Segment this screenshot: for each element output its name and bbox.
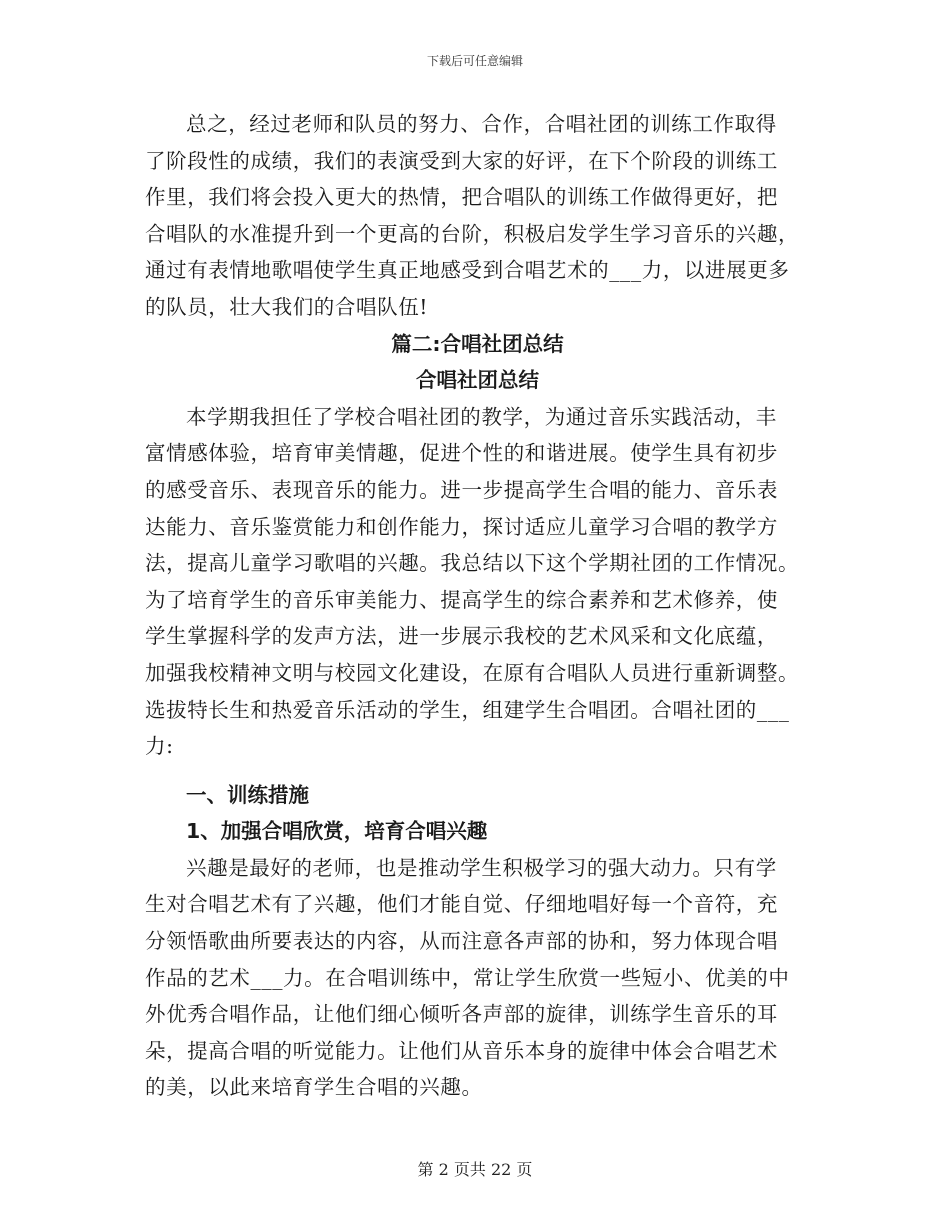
section-title: 篇二:合唱社团总结 (391, 331, 564, 356)
paragraph-summary (145, 106, 810, 326)
text-line: 的感受音乐、表现音乐的能力。进一步提高学生合唱的能力、音乐表 (145, 477, 778, 502)
text-line: 了阶段性的成绩，我们的表演受到大家的好评，在下个阶段的训练工 (145, 148, 778, 173)
text-line: 作品的艺术___力。在合唱训练中，常让学生欣赏一些短小、优美的中 (145, 965, 790, 990)
text-line: 富情感体验，培育审美情趣，促进个性的和谐进展。使学生具有初步 (145, 441, 778, 466)
text-line: 法，提高儿童学习歌唱的兴趣。我总结以下这个学期社团的工作情况。 (145, 551, 800, 576)
text-line: 兴趣是最好的老师，也是推动学生积极学习的强大动力。只有学 (186, 855, 777, 880)
text-line: 朵，提高合唱的听觉能力。让他们从音乐本身的旋律中体会合唱艺术 (145, 1038, 778, 1063)
text-line: 作里，我们将会投入更大的热情，把合唱队的训练工作做得更好，把 (145, 185, 778, 210)
heading-appreciation: 1、加强合唱欣赏，培育合唱兴趣 (186, 819, 488, 844)
text-line: 通过有表情地歌唱使学生真正地感受到合唱艺术的___力，以进展更多 (145, 258, 790, 283)
paragraph-intro (145, 399, 810, 765)
text-line: 本学期我担任了学校合唱社团的教学，为通过音乐实践活动，丰 (186, 404, 777, 429)
document-body (145, 106, 810, 1106)
page-number: 第 2 页共 22 页 (417, 1160, 533, 1179)
text-line: 合唱队的水准提升到一个更高的台阶，积极启发学生学习音乐的兴趣， (145, 221, 800, 246)
text-line: 总之，经过老师和队员的努力、合作，合唱社团的训练工作取得 (186, 112, 777, 136)
page-header: 下载后可任意编辑 (426, 54, 523, 68)
text-line: 选拔特长生和热爱音乐活动的学生，组建学生合唱团。合唱社团的___ (145, 697, 790, 722)
paragraph-interest (145, 850, 810, 1106)
text-line: 的美，以此来培育学生合唱的兴趣。 (145, 1075, 483, 1100)
text-line: 达能力、音乐鉴赏能力和创作能力，探讨适应儿童学习合唱的教学方 (145, 514, 778, 539)
text-line: 外优秀合唱作品，让他们细心倾听各声部的旋律，训练学生音乐的耳 (145, 1002, 778, 1027)
text-line: 为了培育学生的音乐审美能力、提高学生的综合素养和艺术修养，使 (145, 587, 778, 612)
text-line: 的队员，壮大我们的合唱队伍! (145, 294, 429, 319)
text-line: 学生掌握科学的发声方法，进一步展示我校的艺术风采和文化底蕴， (145, 624, 778, 649)
section-subtitle: 合唱社团总结 (416, 368, 539, 393)
text-line: 力: (145, 734, 174, 759)
text-line: 加强我校精神文明与校园文化建设，在原有合唱队人员进行重新调整。 (145, 660, 800, 685)
text-line: 分领悟歌曲所要表达的内容，从而注意各声部的协和，努力体现合唱 (145, 929, 778, 954)
heading-training-measures: 一、训练措施 (186, 782, 309, 807)
text-line: 生对合唱艺术有了兴趣，他们才能自觉、仔细地唱好每一个音符，充 (145, 892, 778, 917)
